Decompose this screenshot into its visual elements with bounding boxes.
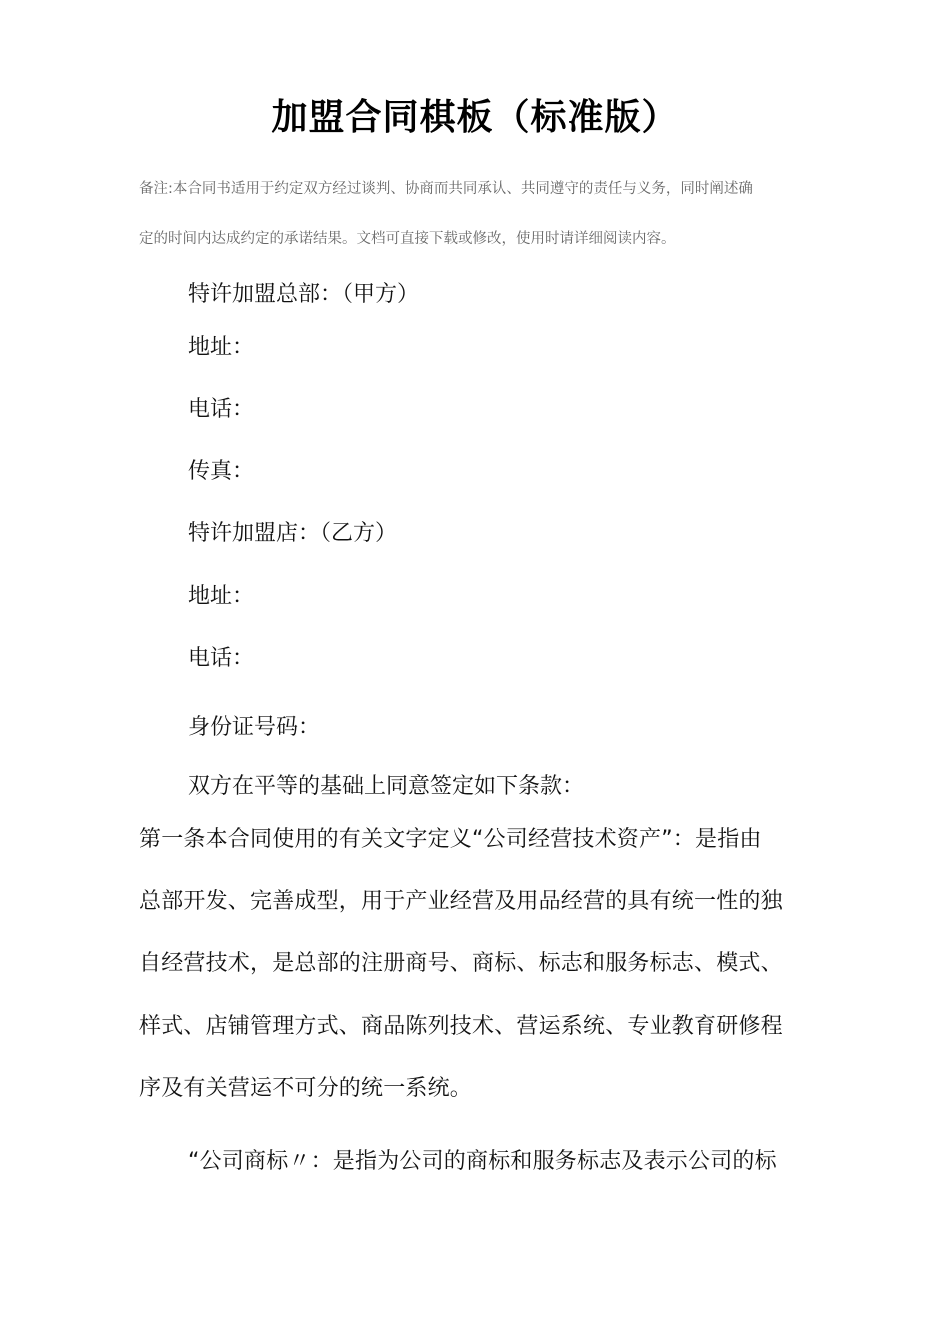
party-b-label: 特许加盟店：（乙方） (188, 521, 398, 546)
trademark-definition-line: “公司商标〃：是指为公司的商标和服务标志及表示公司的标 (188, 1149, 777, 1174)
party-a-label: 特许加盟总部：（甲方） (188, 282, 420, 307)
party-b-id: 身份证号码： (188, 715, 321, 740)
article1-line: 样式、店铺管理方式、商品陈列技术、营运系统、专业教育研修程 (139, 1014, 783, 1039)
party-a-phone: 电话： (188, 397, 255, 422)
party-b-phone: 电话： (188, 646, 255, 671)
note-line-2: 定的时间内达成约定的承诺结果。文档可直接下载或修改，使用时请详细阅读内容。 (139, 231, 676, 247)
party-a-fax: 传真： (188, 459, 255, 484)
party-b-address: 地址： (188, 584, 255, 609)
article1-line: 总部开发、完善成型，用于产业经营及用品经营的具有统一性的独 (139, 889, 783, 914)
article1-line: 序及有关营运不可分的统一系统。 (139, 1076, 473, 1101)
article1-line: 第一条本合同使用的有关文字定义“公司经营技术资产”：是指由 (139, 827, 762, 852)
note-line-1: 备注:本合同书适用于约定双方经过谈判、协商而共同承认、共同遵守的责任与义务，同时阐述确 (139, 181, 753, 197)
article1-line: 自经营技术，是总部的注册商号、商标、标志和服务标志、模式、 (139, 951, 783, 976)
party-a-address: 地址： (188, 335, 255, 360)
agreement-intro: 双方在平等的基础上同意签定如下条款： (188, 774, 585, 799)
document-title: 加盟合同棋板（标准版） (271, 97, 679, 138)
